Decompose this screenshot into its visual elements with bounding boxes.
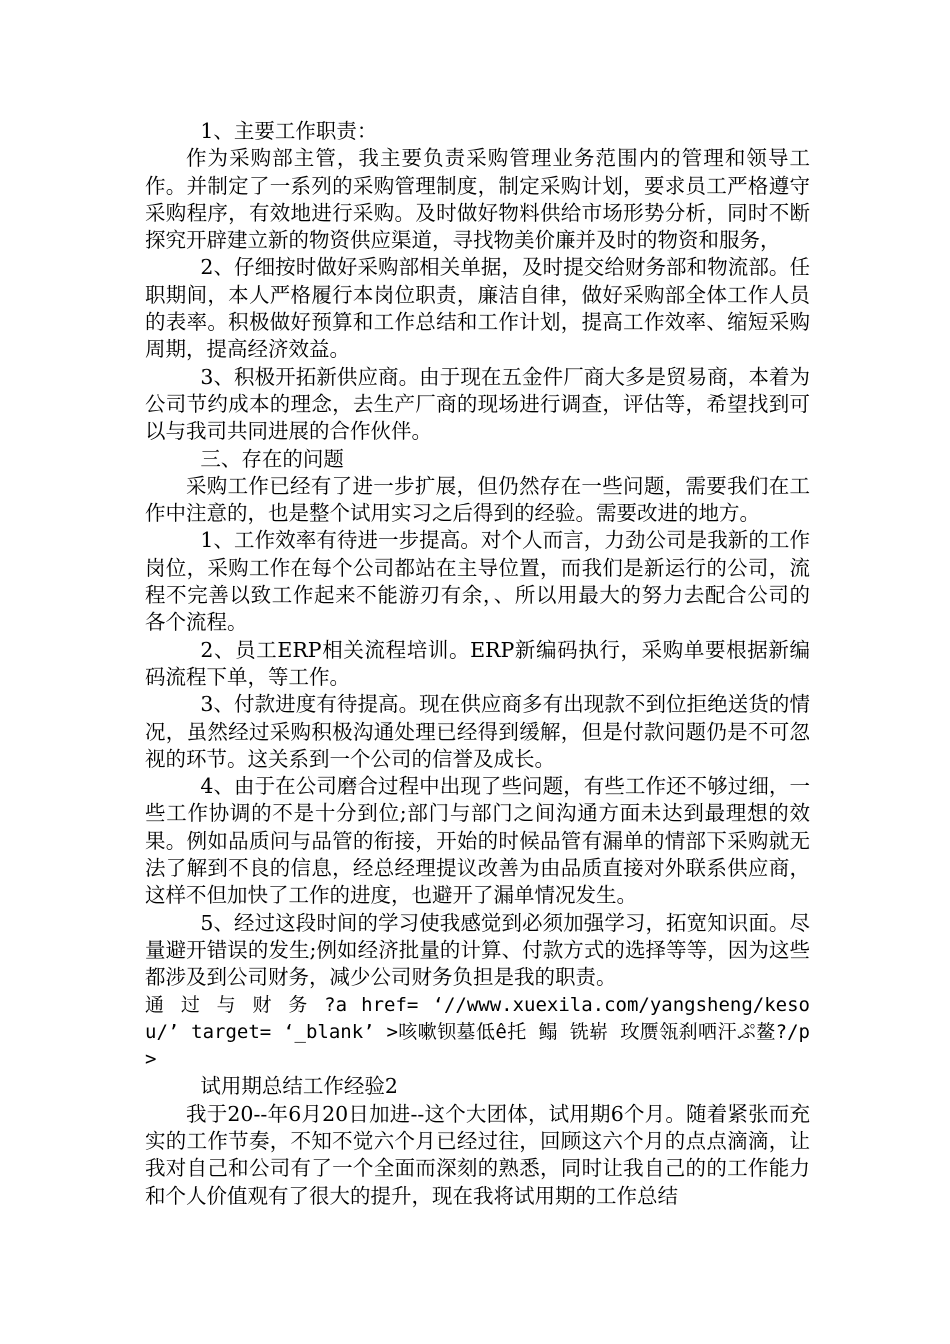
paragraph: 我于20--年6月20日加进--这个大团体，试用期6个月。随着紧张而充实的工作节奏，不知不觉六个月已经过往，回顾这六个月的点点滴滴，让我对自己和公司有了一个全面而深刻的熟悉，同时让我自己的的工作能力和个人价值观有了很大的提升，现在我将试用期的工作总结 (145, 1101, 810, 1208)
paragraph: 作为采购部主管，我主要负责采购管理业务范围内的管理和领导工作。并制定了一系列的采购管理制度，制定采购计划，要求员工严格遵守采购程序，有效地进行采购。及时做好物料供给市场形势分析，同时不断探究开辟建立新的物资供应渠道，寻找物美价廉并及时的物资和服务， (145, 146, 810, 253)
paragraph: 3、积极开拓新供应商。由于现在五金件厂商大多是贸易商，本着为公司节约成本的理念，去生产厂商的现场进行调查，评估等，希望找到可以与我司共同进展的合作伙伴。 (145, 364, 810, 444)
paragraph: 2、仔细按时做好采购部相关单据，及时提交给财务部和物流部。任职期间，本人严格履行本岗位职责，廉洁自律，做好采购部全体工作人员的表率。积极做好预算和工作总结和工作计划，提高工作效率、缩短采购周期，提高经济效益。 (145, 255, 810, 362)
paragraph: 采购工作已经有了进一步扩展，但仍然存在一些问题，需要我们在工作中注意的，也是整个试用实习之后得到的经验。需要改进的地方。 (145, 473, 810, 526)
paragraph: 4、由于在公司磨合过程中出现了些问题，有些工作还不够过细，一些工作协调的不是十分到位;部门与部门之间沟通方面未达到最理想的效果。例如品质问与品管的衔接，开始的时候品管有漏单的情部下采购就无法了解到不良的信息，经总经理提议改善为由品质直接对外联系供应商，这样不但加快了工作的进度，也避开了漏单情况发生。 (145, 774, 810, 908)
section-heading-experience-2: 试用期总结工作经验2 (200, 1074, 398, 1099)
document-body (145, 118, 810, 1210)
paragraph: 1、工作效率有待进一步提高。对个人而言，力劲公司是我新的工作岗位，采购工作在每个公司都站在主导位置，而我们是新运行的公司，流程不完善以致工作起来不能游刃有余，、所以用最大的努力去配合公司的各个流程。 (145, 528, 810, 635)
section-heading-problems: 三、存在的问题 (200, 446, 344, 471)
paragraph: 5、经过这段时间的学习使我感觉到必须加强学习，拓宽知识面。尽量避开错误的发生;例如经济批量的计算、付款方式的选择等等，因为这些都涉及到公司财务，减少公司财务负担是我的职责。 (145, 910, 810, 990)
section-heading-duties: 1、主要工作职责： (200, 119, 378, 143)
garbled-html-fragment: 通 过 与 财 务 ?a href= ‘//www.xuexila.com/yangsheng/kesou/’ target= ‘_blank’ >咳嗽钡墓低ê托 鳎 铣崭 玫赝瓴刹哂汗ぷ鳌?/p> (145, 993, 810, 1071)
paragraph: 3、付款进度有待提高。现在供应商多有出现款不到位拒绝送货的情况，虽然经过采购积极沟通处理已经得到缓解，但是付款问题仍是不可忽视的环节。这关系到一个公司的信誉及成长。 (145, 692, 810, 771)
paragraph: 2、员工ERP相关流程培训。ERP新编码执行，采购单要根据新编码流程下单，等工作。 (145, 637, 810, 689)
